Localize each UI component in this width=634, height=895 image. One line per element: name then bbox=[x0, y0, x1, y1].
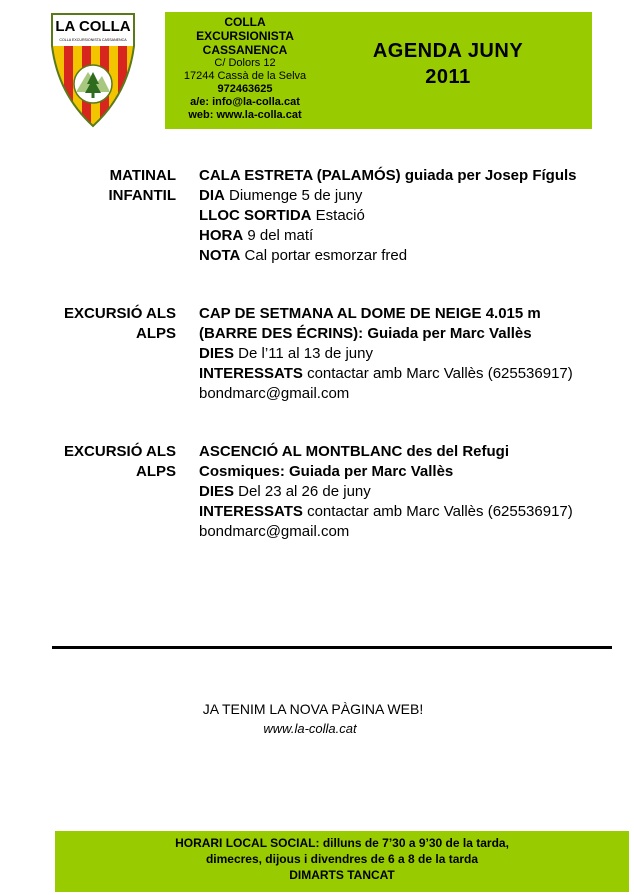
event-row bbox=[199, 482, 599, 502]
event-body bbox=[199, 304, 599, 404]
event-label bbox=[109, 166, 177, 206]
agenda-title-line2: 2011 bbox=[425, 66, 471, 88]
event-label bbox=[64, 304, 176, 344]
row-key: DIES bbox=[199, 483, 235, 500]
event-row bbox=[199, 364, 599, 404]
event-label-line1: EXCURSIÓ ALS bbox=[64, 443, 176, 460]
event-row bbox=[199, 502, 599, 542]
event-label bbox=[64, 442, 176, 482]
event-row bbox=[199, 226, 599, 246]
la-colla-logo bbox=[50, 12, 136, 128]
row-value: Diumenge 5 de juny bbox=[224, 187, 363, 204]
agenda-title-line1: AGENDA JUNY bbox=[372, 40, 524, 62]
website-url[interactable] bbox=[0, 721, 634, 736]
event-row bbox=[199, 206, 599, 226]
event-label-line1: EXCURSIÓ ALS bbox=[64, 305, 176, 322]
event-row bbox=[199, 344, 599, 364]
logo-text: LA COLLA bbox=[55, 18, 131, 35]
row-key: INTERESSATS bbox=[199, 365, 303, 382]
org-info bbox=[165, 15, 325, 122]
row-value: 9 del matí bbox=[243, 227, 314, 244]
divider bbox=[52, 646, 612, 649]
row-value: Estació bbox=[311, 207, 365, 224]
footer-line2: dimecres, dijous i divendres de 6 a 8 de la tarda bbox=[205, 852, 479, 866]
website-announcement-text: JA TENIM LA NOVA PÀGINA WEB! bbox=[202, 701, 424, 717]
footer-line3: DIMARTS TANCAT bbox=[289, 868, 395, 882]
row-value: Cal portar esmorzar fred bbox=[240, 247, 408, 264]
event-row bbox=[199, 186, 599, 206]
footer-box bbox=[55, 831, 629, 892]
event-body bbox=[199, 442, 599, 542]
event-row bbox=[199, 246, 599, 266]
org-city: 17244 Cassà de la Selva bbox=[183, 70, 307, 82]
website-announcement bbox=[0, 701, 634, 717]
org-phone: 972463625 bbox=[217, 83, 273, 95]
org-name-line2: EXCURSIONISTA bbox=[196, 29, 294, 43]
org-email: a/e: info@la-colla.cat bbox=[190, 96, 300, 108]
event-title: ASCENCIÓ AL MONTBLANC des del Refugi Cosmiques: Guiada per Marc Vallès bbox=[199, 443, 510, 480]
row-key: LLOC SORTIDA bbox=[199, 207, 312, 224]
event-title: CALA ESTRETA (PALAMÓS) guiada per Josep Fíguls bbox=[199, 167, 577, 184]
row-value: contactar amb Marc Vallès (625536917) bondmarc@gmail.com bbox=[199, 503, 573, 540]
event-label-line2: INFANTIL bbox=[108, 187, 176, 204]
event-label-line2: ALPS bbox=[135, 463, 176, 480]
org-address: C/ Dolors 12 bbox=[214, 57, 276, 69]
row-key: DIA bbox=[199, 187, 225, 204]
row-key: DIES bbox=[199, 345, 235, 362]
footer-line1: HORARI LOCAL SOCIAL: dilluns de 7’30 a 9’30 de la tarda, bbox=[175, 836, 509, 850]
website-url-link[interactable]: www.la-colla.cat bbox=[263, 721, 357, 736]
header-box bbox=[165, 12, 592, 129]
org-web: web: www.la-colla.cat bbox=[188, 109, 302, 121]
row-value: contactar amb Marc Vallès (625536917) bondmarc@gmail.com bbox=[199, 365, 573, 402]
event-title: CAP DE SETMANA AL DOME DE NEIGE 4.015 m (BARRE DES ÉCRINS): Guiada per Marc Vallès bbox=[199, 305, 541, 342]
event-label-line1: MATINAL bbox=[109, 167, 176, 184]
logo-subtext: COLLA EXCURSIONISTA CASSANENCA bbox=[59, 38, 127, 42]
agenda-title bbox=[335, 38, 561, 90]
org-name-line1: COLLA bbox=[224, 15, 266, 29]
row-key: INTERESSATS bbox=[199, 503, 303, 520]
org-name-line3: CASSANENCA bbox=[202, 43, 288, 57]
row-value: De l’11 al 13 de juny bbox=[234, 345, 373, 362]
event-label-line2: ALPS bbox=[135, 325, 176, 342]
row-key: HORA bbox=[199, 227, 244, 244]
row-value: Del 23 al 26 de juny bbox=[234, 483, 371, 500]
row-key: NOTA bbox=[199, 247, 241, 264]
event-body bbox=[199, 166, 599, 266]
